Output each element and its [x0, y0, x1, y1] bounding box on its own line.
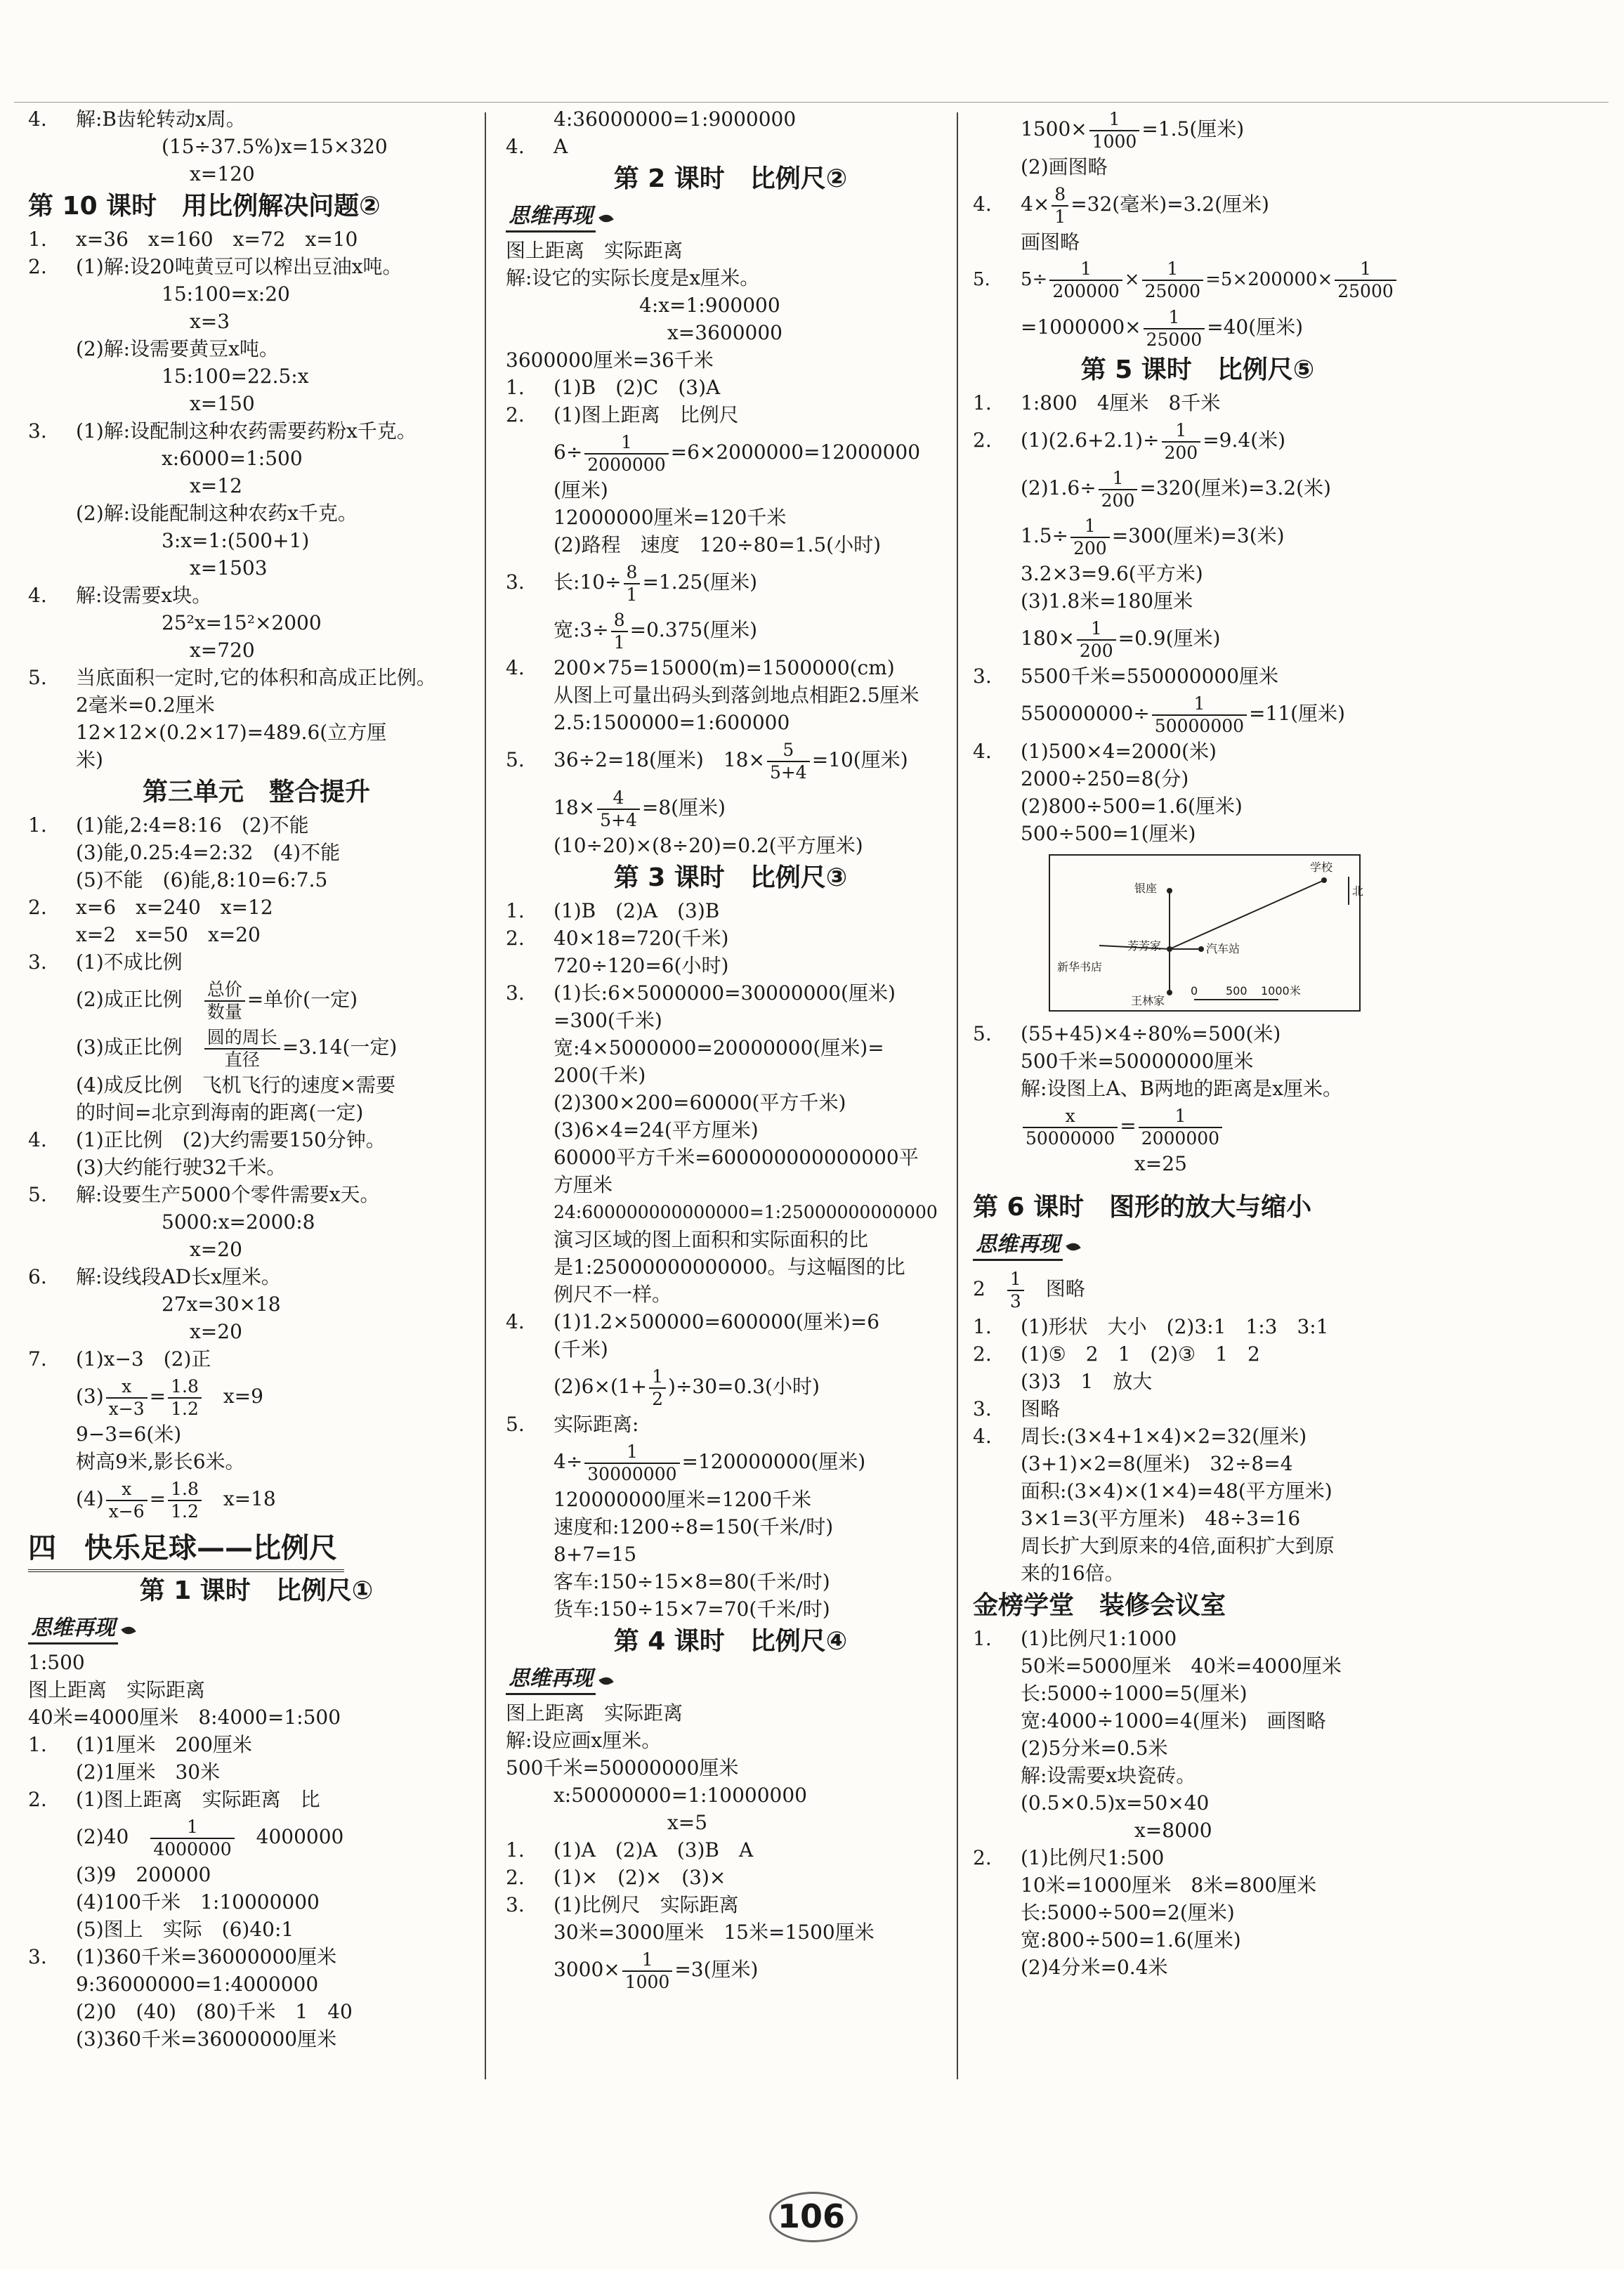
answer-line: 4. 4× $\frac{8}{1}$ =32(毫米)=3.2(厘米) — [973, 183, 1269, 227]
answer-line: 500÷500=1(厘米) — [1021, 822, 1196, 845]
fraction: $\frac{1}{200}$ — [1070, 516, 1110, 559]
review-badge: 思维再现 — [28, 1614, 118, 1644]
answer-line: 2. (1)× (2)× (3)× — [506, 1866, 726, 1889]
answer-line: 2. x=6 x=240 x=12 — [28, 896, 273, 919]
answer-line: (4)成反比例 飞机飞行的速度×需要 — [76, 1073, 396, 1097]
answer-line: 1. (1)能,2:4=8:16 (2)不能 — [28, 813, 309, 837]
answer-line: 60000平方千米=600000000000000平 — [554, 1146, 919, 1169]
answer-line: x=1503 — [190, 556, 268, 580]
answer-line: (2)成正比例 总价 数量 =单价(一定) — [76, 979, 358, 1022]
route-map — [1049, 854, 1364, 1012]
answer-line: (4)100千米 1:10000000 — [76, 1890, 320, 1914]
answer-line: 8+7=15 — [554, 1543, 637, 1566]
answer-line: 3. (1)比例尺 实际距离 — [506, 1893, 739, 1916]
map-label-bank: 银座 — [1134, 882, 1158, 895]
answer-line: 是1:25000000000000。与这幅图的比 — [554, 1255, 905, 1279]
map-lines — [1050, 856, 1359, 1010]
answer-line: 3. 图略 — [973, 1397, 1061, 1420]
answer-line: 5. 36÷2=18(厘米) 18× $\frac{5}{5+4}$ =10(厘米) — [506, 739, 908, 783]
answer-line: (千米) — [554, 1338, 608, 1361]
section-heading: 第三单元 整合提升 — [142, 778, 370, 806]
fraction: $\frac{1}{2}$ — [649, 1366, 666, 1410]
answer-line: 4. 解:B齿轮转动x周。 — [28, 107, 246, 131]
answer-line: x=25 — [1134, 1152, 1187, 1175]
answer-line: 30米=3000厘米 15米=1500厘米 — [554, 1921, 875, 1944]
answer-line: 图上距离 实际距离 — [506, 239, 683, 262]
answer-line: 720÷120=6(小时) — [554, 954, 729, 977]
answer-line: 方厘米 — [554, 1173, 613, 1196]
badge-wrap — [28, 1610, 485, 1649]
section-heading: 金榜学堂 装修会议室 — [973, 1591, 1226, 1620]
answer-line: (厘米) — [554, 478, 608, 502]
map-label-station: 汽车站 — [1206, 942, 1240, 955]
answer-line: (3)9 200000 — [76, 1863, 211, 1886]
map-point — [1167, 888, 1172, 894]
fraction: $\frac{x}{x-3}$ — [106, 1376, 148, 1420]
answer-line: (3) $\frac{x}{x-3}$ = $\frac{1.8}{1.2}$ x=9 — [76, 1375, 263, 1419]
review-badge: 思维再现 — [973, 1231, 1063, 1261]
fraction: $\frac{1}{25000}$ — [1144, 307, 1205, 351]
answer-line: x:50000000=1:10000000 — [554, 1784, 807, 1807]
answer-line: (2)40 $\frac{1}{4000000}$ 4000000 — [76, 1816, 344, 1859]
fraction: 总价 数量 — [204, 979, 245, 1023]
fraction: $\frac{1}{3}$ — [1007, 1269, 1024, 1312]
section-heading: 第 4 课时 比例尺④ — [613, 1627, 848, 1656]
answer-line: 2000÷250=8(分) — [1021, 767, 1189, 790]
answer-line: (2)6×(1+ $\frac{1}{2}$ )÷30=0.3(小时) — [554, 1366, 820, 1409]
map-label-fangfang: 芳芳家 — [1127, 939, 1162, 953]
answer-line: 宽:3÷ $\frac{8}{1}$ =0.375(厘米) — [554, 609, 758, 653]
section-heading: 第 2 课时 比例尺② — [613, 164, 848, 193]
answer-line: (5)不能 (6)能,8:10=6:7.5 — [76, 868, 328, 891]
answer-line: (2)300×200=60000(平方千米) — [554, 1091, 846, 1114]
section-heading: 第 6 课时 图形的放大与缩小 — [973, 1193, 1312, 1222]
answer-line: 4. 周长:(3×4+1×4)×2=32(厘米) — [973, 1425, 1307, 1448]
answer-line: 解:设需要x块瓷砖。 — [1021, 1764, 1196, 1787]
road-to-school — [1170, 880, 1324, 949]
answer-line: 4. 200×75=15000(m)=1500000(cm) — [506, 656, 895, 679]
answer-line: 例尺不一样。 — [554, 1283, 672, 1306]
answer-line: 宽:4000÷1000=4(厘米) 画图略 — [1021, 1709, 1326, 1732]
answer-line: 9−3=6(米) — [76, 1423, 182, 1446]
answer-line: 24:600000000000000=1:25000000000000 — [554, 1202, 938, 1222]
fraction: $\frac{5}{5+4}$ — [767, 740, 810, 783]
fraction: $\frac{1.8}{1.2}$ — [168, 1479, 202, 1522]
answer-line: 1. x=36 x=160 x=72 x=10 — [28, 228, 358, 251]
section-heading: 第 10 课时 用比例解决问题② — [28, 192, 381, 221]
answer-line: 2. 40×18=720(千米) — [506, 927, 729, 950]
map-label-bookstore: 新华书店 — [1057, 960, 1103, 974]
answer-line: 550000000÷ $\frac{1}{50000000}$ =11(厘米) — [1021, 693, 1345, 736]
fraction: $\frac{1}{200}$ — [1162, 420, 1201, 464]
section-heading: 第 3 课时 比例尺③ — [613, 863, 848, 892]
badge-wrap — [506, 1661, 955, 1699]
answer-line: 3×1=3(平方厘米) 48÷3=16 — [1021, 1507, 1301, 1530]
fraction: $\frac{1}{1000}$ — [1089, 109, 1140, 152]
answer-line: x=2 x=50 x=20 — [76, 923, 261, 946]
answer-line: 2. (1)⑤ 2 1 (2)③ 1 2 — [973, 1342, 1260, 1366]
answer-line: 12×12×(0.2×17)=489.6(立方厘 — [76, 721, 387, 744]
answer-line: 10米=1000厘米 8米=800厘米 — [1021, 1874, 1317, 1897]
column-1 — [28, 105, 485, 2053]
answer-line: 解:设图上A、B两地的距离是x厘米。 — [1021, 1077, 1343, 1100]
answer-line: 27x=30×18 — [162, 1293, 281, 1316]
answer-line: (3)大约能行驶32千米。 — [76, 1156, 287, 1179]
answer-line: x=720 — [190, 639, 255, 662]
answer-line: 5. 5÷ $\frac{1}{200000}$ × $\frac{1}{25000}$ =5×200000× $\frac{1}{25000}$ — [973, 256, 1422, 303]
answer-line: 宽:800÷500=1.6(厘米) — [1021, 1928, 1241, 1951]
answer-line: (2)1.6÷ $\frac{1}{200}$ =320(厘米)=3.2(米) — [1021, 467, 1331, 511]
answer-line: 50米=5000厘米 40米=4000厘米 — [1021, 1654, 1342, 1678]
answer-line: (3)6×4=24(平方厘米) — [554, 1118, 759, 1142]
column-divider — [485, 112, 486, 2079]
answer-line: (3+1)×2=8(厘米) 32÷8=4 — [1021, 1452, 1293, 1475]
column-2 — [506, 105, 955, 1994]
answer-line: 2.5:1500000=1:600000 — [554, 711, 790, 734]
answer-line: $\frac{x}{50000000}$ = $\frac{1}{2000000}$ — [973, 1102, 1422, 1150]
answer-line: 3. (1)长:6×5000000=30000000(厘米) — [506, 981, 896, 1005]
answer-line: x=120 — [190, 162, 255, 185]
fraction: $\frac{1}{30000000}$ — [584, 1441, 679, 1485]
section-heading: 第 5 课时 比例尺⑤ — [1080, 355, 1315, 384]
answer-line: 2 $\frac{1}{3}$ 图略 — [973, 1268, 1085, 1312]
answer-line: 4:36000000=1:9000000 — [554, 107, 797, 131]
answer-line: (3)3 1 放大 — [1021, 1370, 1153, 1393]
column-3 — [973, 105, 1422, 1981]
answer-line: x=20 — [190, 1320, 242, 1343]
answer-line: (4) $\frac{x}{x-6}$ = $\frac{1.8}{1.2}$ x=18 — [76, 1478, 276, 1522]
answer-line: 画图略 — [1021, 230, 1080, 254]
answer-line: (2)800÷500=1.6(厘米) — [1021, 795, 1243, 818]
answer-line: 米) — [76, 748, 103, 771]
answer-line: 1. 1:800 4厘米 8千米 — [973, 391, 1221, 414]
answer-line: 1. (1)B (2)A (3)B — [506, 899, 720, 922]
answer-line: 2. (1)解:设20吨黄豆可以榨出豆油x吨。 — [28, 255, 402, 278]
answer-line: 5. (55+45)×4÷80%=500(米) — [973, 1022, 1281, 1045]
answer-line: 1.5÷ $\frac{1}{200}$ =300(厘米)=3(米) — [1021, 515, 1285, 558]
answer-line: 1:500 — [28, 1651, 85, 1674]
answer-line: 500千米=50000000厘米 — [1021, 1050, 1254, 1073]
scale-label: 0 — [1191, 984, 1198, 998]
answer-line: x=150 — [190, 392, 255, 415]
answer-line: 4. (1)正比例 (2)大约需要150分钟。 — [28, 1128, 386, 1151]
answer-line: x=3600000 — [667, 321, 782, 344]
fraction: $\frac{1}{200}$ — [1077, 618, 1116, 662]
fraction: $\frac{1}{200000}$ — [1049, 259, 1122, 302]
answer-line: (2)解:设能配制这种农药x千克。 — [76, 502, 358, 525]
answer-line: 18× $\frac{4}{5+4}$ =8(厘米) — [554, 787, 726, 830]
answer-line: 5. 实际距离: — [506, 1413, 639, 1436]
answer-line: 4. 解:设需要x块。 — [28, 584, 212, 607]
map-point — [1167, 946, 1172, 952]
top-rule — [14, 102, 1609, 103]
answer-line: 2. (1)比例尺1:500 — [973, 1846, 1165, 1869]
answer-line: 1. (1)1厘米 200厘米 — [28, 1733, 252, 1756]
answer-line: 4÷ $\frac{1}{30000000}$ =120000000(厘米) — [554, 1441, 866, 1484]
answer-line: (3)1.8米=180厘米 — [1021, 589, 1193, 613]
answer-line: (3)成正比例 圆的周长 直径 =3.14(一定) — [76, 1026, 398, 1070]
answer-line: 面积:(3×4)×(1×4)=48(平方厘米) — [1021, 1479, 1332, 1503]
answer-line: x=20 — [190, 1238, 242, 1261]
answer-line: 图上距离 实际距离 — [506, 1701, 683, 1725]
fraction: $\frac{1}{2000000}$ — [1139, 1106, 1222, 1149]
answer-line: 500千米=50000000厘米 — [506, 1756, 739, 1779]
map-point — [1167, 990, 1172, 995]
answer-line: 长:5000÷500=2(厘米) — [1021, 1901, 1235, 1924]
answer-line: 5. 当底面积一定时,它的体积和高成正比例。 — [28, 666, 436, 689]
answer-line: 25²x=15²×2000 — [162, 611, 322, 634]
answer-line: x=8000 — [1134, 1819, 1212, 1842]
fraction: $\frac{1}{25000}$ — [1335, 259, 1396, 302]
answer-line: 5000:x=2000:8 — [162, 1210, 315, 1234]
answer-line: 4. A — [506, 135, 568, 158]
answer-line: (3)360千米=36000000厘米 — [76, 2027, 337, 2051]
review-badge: 思维再现 — [506, 1665, 596, 1695]
answer-line: (2)路程 速度 120÷80=1.5(小时) — [554, 533, 882, 556]
fraction: $\frac{8}{1}$ — [624, 562, 641, 606]
answer-line: 3000× $\frac{1}{1000}$ =3(厘米) — [554, 1949, 759, 1992]
answer-line: 长:5000÷1000=5(厘米) — [1021, 1682, 1248, 1705]
answer-line: 图上距离 实际距离 — [28, 1678, 206, 1701]
map-point — [1198, 946, 1204, 952]
answer-line: 6÷ $\frac{1}{2000000}$ =6×2000000=12000000 — [554, 431, 921, 475]
answer-line: 1. (1)比例尺1:1000 — [973, 1627, 1177, 1650]
answer-line: (2)解:设需要黄豆x吨。 — [76, 337, 279, 360]
answer-line: 1. (1)A (2)A (3)B A — [506, 1838, 754, 1862]
badge-wrap — [506, 198, 955, 237]
answer-line: 180× $\frac{1}{200}$ =0.9(厘米) — [1021, 617, 1221, 661]
answer-line: 解:设它的实际长度是x厘米。 — [506, 266, 760, 289]
answer-line: 3. (1)360千米=36000000厘米 — [28, 1945, 337, 1968]
answer-line: 2. (1)(2.6+2.1)÷ $\frac{1}{200}$ =9.4(米) — [973, 419, 1286, 463]
fraction: $\frac{4}{5+4}$ — [597, 787, 640, 831]
fraction: $\frac{1}{4000000}$ — [150, 1817, 234, 1860]
answer-line: 1. (1)形状 大小 (2)3:1 1:3 3:1 — [973, 1315, 1329, 1338]
fraction: $\frac{x}{x-6}$ — [106, 1479, 148, 1522]
map-label-north: 北 — [1352, 884, 1364, 898]
answer-line: 3. 长:10÷ $\frac{8}{1}$ =1.25(厘米) — [506, 561, 758, 605]
answer-line: (3)能,0.25:4=2:32 (4)不能 — [76, 841, 341, 864]
fraction: $\frac{8}{1}$ — [611, 610, 628, 653]
answer-line: (0.5×0.5)x=50×40 — [1021, 1791, 1210, 1814]
answer-line: 解:设应画x厘米。 — [506, 1729, 662, 1752]
leaf-icon — [598, 1675, 613, 1687]
fraction: $\frac{1}{25000}$ — [1142, 259, 1204, 302]
answer-line: 12000000厘米=120千米 — [554, 506, 787, 529]
answer-line: (10÷20)×(8÷20)=0.2(平方厘米) — [554, 834, 863, 857]
answer-line: 来的16倍。 — [1021, 1562, 1125, 1585]
answer-line: (2)4分米=0.4米 — [1021, 1956, 1168, 1979]
answer-line: 2毫米=0.2厘米 — [76, 693, 215, 717]
answer-line: 3. (1)解:设配制这种农药需要药粉x千克。 — [28, 419, 417, 443]
answer-line: 40米=4000厘米 8:4000=1:500 — [28, 1706, 341, 1729]
answer-line: 3. 5500千米=550000000厘米 — [973, 665, 1279, 688]
answer-line: 15:100=22.5:x — [162, 365, 309, 388]
map-label-wanglin: 王林家 — [1131, 994, 1165, 1007]
answer-line: 200(千米) — [554, 1064, 646, 1087]
answer-line: 5. 解:设要生产5000个零件需要x天。 — [28, 1183, 380, 1206]
answer-line: (15÷37.5%)x=15×320 — [162, 135, 388, 158]
answer-line: x=12 — [190, 474, 242, 497]
answer-line: 15:100=x:20 — [162, 282, 290, 306]
answer-line: 3.2×3=9.6(平方米) — [1021, 562, 1203, 585]
fraction: $\frac{8}{1}$ — [1052, 184, 1068, 228]
answer-line: 1500× $\frac{1}{1000}$ =1.5(厘米) — [1021, 108, 1245, 152]
fraction: $\frac{1}{50000000}$ — [1152, 693, 1247, 737]
page-number: 106 — [734, 2192, 889, 2241]
answer-line: 演习区域的图上面积和实际面积的比 — [554, 1228, 869, 1251]
badge-wrap — [973, 1227, 1422, 1265]
answer-line: (2)画图略 — [1021, 155, 1108, 178]
answer-line: =1000000× $\frac{1}{25000}$ =40(厘米) — [1021, 306, 1304, 350]
answer-line: x:6000=1:500 — [162, 447, 303, 470]
fraction: $\frac{1}{1000}$ — [622, 1949, 673, 1993]
answer-line: 6. 解:设线段AD长x厘米。 — [28, 1265, 281, 1288]
leaf-icon — [1066, 1241, 1080, 1253]
map-label-school: 学校 — [1310, 861, 1333, 874]
answer-line: 4. (1)1.2×500000=600000(厘米)=6 — [506, 1310, 880, 1333]
fraction: $\frac{1}{2000000}$ — [584, 432, 668, 476]
scale-label: 1000米 — [1261, 984, 1301, 998]
fraction: $\frac{1.8}{1.2}$ — [168, 1376, 202, 1420]
answer-line: 树高9米,影长6米。 — [76, 1450, 245, 1473]
answer-line: 4. (1)500×4=2000(米) — [973, 740, 1217, 763]
answer-line: 1. (1)B (2)C (3)A — [506, 376, 721, 399]
scale-label: 500 — [1226, 984, 1248, 998]
section-heading: 第 1 课时 比例尺① — [139, 1576, 374, 1605]
fraction: 圆的周长 直径 — [204, 1027, 280, 1071]
leaf-icon — [121, 1624, 136, 1637]
answer-line: 3. (1)不成比例 — [28, 950, 183, 974]
answer-line: (2)1厘米 30米 — [76, 1760, 221, 1784]
review-badge: 思维再现 — [506, 202, 596, 233]
answer-line: 客车:150÷15×8=80(千米/时) — [554, 1570, 830, 1593]
unit-heading-wrap — [28, 1527, 485, 1572]
answer-line: 3:x=1:(500+1) — [162, 529, 310, 552]
answer-line: 的时间=北京到海南的距离(一定) — [76, 1101, 364, 1124]
map-point — [1321, 877, 1327, 883]
answer-line: 7. (1)x−3 (2)正 — [28, 1347, 211, 1371]
answer-line: 3600000厘米=36千米 — [506, 348, 714, 372]
answer-line: =300(千米) — [554, 1009, 662, 1032]
answer-line: x=5 — [667, 1811, 708, 1834]
answer-line: (2)5分米=0.5米 — [1021, 1737, 1168, 1760]
fraction: $\frac{1}{200}$ — [1099, 468, 1138, 511]
unit-heading: 四 快乐足球——比例尺 — [28, 1527, 344, 1572]
leaf-icon — [598, 212, 613, 225]
answer-line: 从图上可量出码头到落剑地点相距2.5厘米 — [554, 684, 919, 707]
answer-line: 120000000厘米=1200千米 — [554, 1488, 812, 1511]
answer-line: (2)0 (40) (80)千米 1 40 — [76, 2000, 353, 2023]
answer-line: 速度和:1200÷8=150(千米/时) — [554, 1515, 834, 1538]
fraction: $\frac{x}{50000000}$ — [1023, 1106, 1118, 1149]
answer-line: 4:x=1:900000 — [639, 294, 780, 317]
answer-line: 货车:150÷15×7=70(千米/时) — [554, 1597, 830, 1621]
answer-line: (5)图上 实际 (6)40:1 — [76, 1918, 294, 1941]
answer-line: 9:36000000=1:4000000 — [76, 1973, 319, 1996]
answer-line: 宽:4×5000000=20000000(厘米)= — [554, 1036, 884, 1059]
column-divider — [957, 112, 958, 2079]
answer-line: 周长扩大到原来的4倍,面积扩大到原 — [1021, 1534, 1335, 1557]
answer-line: x=3 — [190, 310, 230, 333]
answer-line: 2. (1)图上距离 实际距离 比 — [28, 1788, 320, 1811]
answer-line: 2. (1)图上距离 比例尺 — [506, 403, 739, 426]
